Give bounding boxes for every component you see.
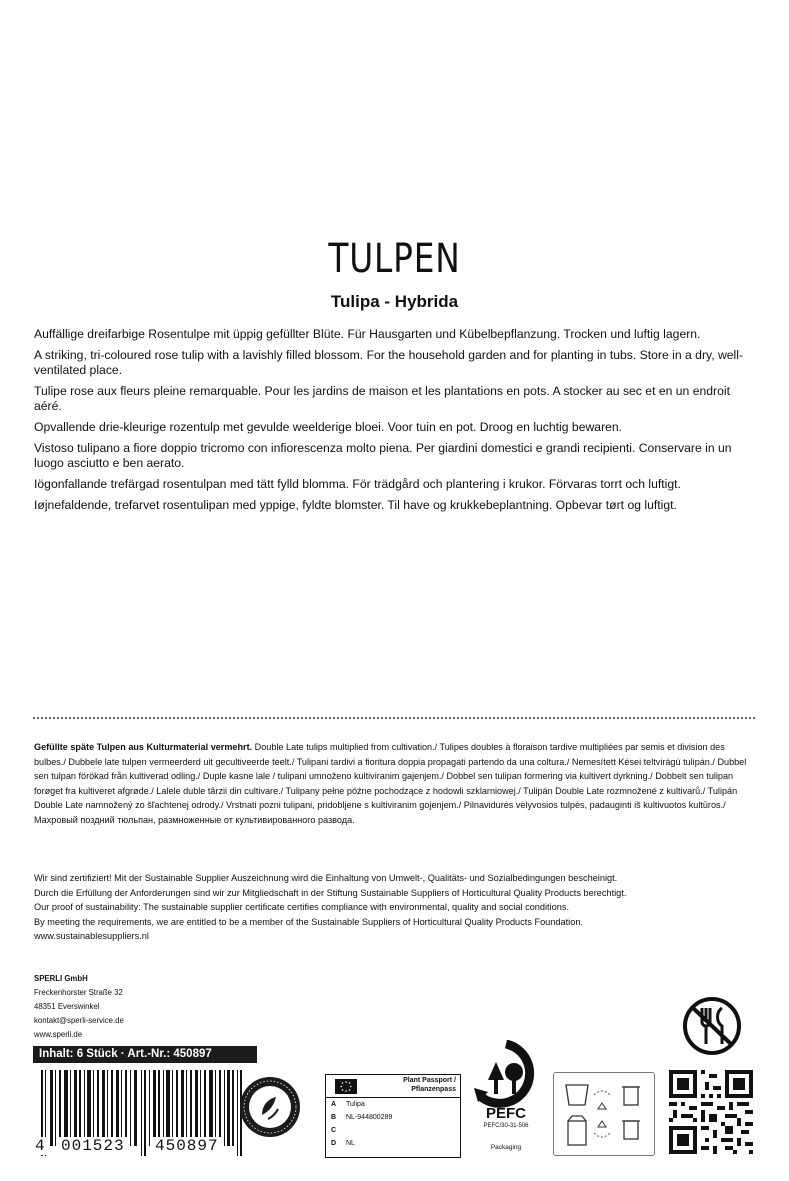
row-key: A [331, 1101, 337, 1108]
not-for-consumption-icon [680, 994, 744, 1058]
certification-url[interactable]: www.sustainablesuppliers.nl [34, 931, 149, 942]
cultivation-note-text: Double Late tulips multiplied from cultivation./ Tulipes doubles à floraison tardive multipliées par semis et division des bulbes./ Dubbele late tulpen vermeerderd uit gecultiveerde teelt./ Tulipani tardivi a fioritura doppia propagati partendo da una coltura./ Nemesített Kései teltvirágú tulipán./ Dubbel sen tulpan förökad från kultiverad odling./ Duple kasne lale / tulipani umnoženo kultiviranim gajenjem./ Dobbel sen tulipan formering via kultivert dyrkning./ Dobbelt sen tulipan forøget fra kultiveret afgrøde./ Lalele duble târzii din cultivare./ Tulipany pełne późne pochodzące z hodowli szklarniowej./ Tulipán Double Late rozmnožené z kultivarů./ Tulipán Double Late namnožený zo šľachtenej odrody./ Vrstnati pozni tulipani, pridobljene s kultiviranim gojenjem./ Pilnavidurės vėlyvosios tulpės, padauginti iš kultivuotos kultūros./ Махровый поздний тюльпан, размноженные от культивированного развода. [34, 742, 747, 825]
recycling-instructions-icon [553, 1072, 655, 1156]
plant-passport-row [331, 1139, 355, 1148]
content-article-bar: Inhalt: 6 Stück · Art.-Nr.: 450897 [33, 1046, 257, 1063]
certification-line: Durch die Erfüllung der Anforderungen sind wir zur Mitgliedschaft in der Stiftung Sustainable Suppliers of Horticultural Quality Products berechtigt. [34, 887, 627, 898]
certification-line: Our proof of sustainability: The sustainable supplier certificate certifies compliance with environmental, quality and social conditions. [34, 902, 570, 913]
product-title: TULPEN [328, 236, 461, 282]
eu-flag-icon [335, 1079, 357, 1094]
cultivation-note-bold: Gefüllte späte Tulpen aus Kulturmaterial vermehrt. [34, 742, 253, 752]
pefc-label: PEFC [485, 1105, 527, 1122]
row-key: B [331, 1114, 337, 1121]
description-de: Auffällige dreifarbige Rosentulpe mit üppig gefüllter Blüte. Für Hausgarten und Kübelbepflanzung. Trocken und luftig lagern. [34, 327, 701, 341]
plant-passport-title-line2: Pflanzenpass [411, 1085, 456, 1093]
plant-passport-row [331, 1100, 365, 1109]
cultivation-note [34, 740, 754, 828]
company-name: SPERLI GmbH [34, 974, 88, 983]
company-website[interactable]: www.sperli.de [34, 1030, 83, 1039]
plant-passport [325, 1074, 461, 1158]
row-value: Tulipa [346, 1101, 365, 1108]
sustainable-suppliers-seal-icon [238, 1075, 302, 1139]
company-email[interactable]: kontakt@sperli-service.de [34, 1016, 124, 1025]
description-sv: Iögonfallande trefärgad rosentulpan med tätt fylld blomma. För trädgård och plantering i krukor. Förvaras torrt och luftigt. [34, 477, 681, 491]
certification-line: By meeting the requirements, we are entitled to be a member of the Sustainable Suppliers of Horticultural Quality Products Foundation. [34, 916, 583, 927]
company-address [34, 972, 234, 1042]
plant-passport-header [326, 1075, 460, 1098]
pefc-code: PEFC/30-31-506 [483, 1123, 529, 1129]
qr-code-icon [669, 1070, 753, 1154]
packaging-label: Packaging [490, 1144, 522, 1151]
company-city: 48351 Everswinkel [34, 1002, 100, 1011]
row-value: NL-944800289 [346, 1114, 393, 1121]
row-key: D [331, 1140, 337, 1147]
barcode-digits-right: 450897 [155, 1137, 219, 1155]
certification-block [34, 871, 764, 944]
plant-passport-row [331, 1113, 392, 1122]
description-da: Iøjnefaldende, trefarvet rosentulipan med yppige, fyldte blomster. Til have og krukkebeplantning. Opbevar tørt og luftigt. [34, 498, 677, 512]
plant-passport-row [331, 1126, 346, 1135]
plant-passport-title-line1: Plant Passport / [403, 1077, 456, 1084]
description-en: A striking, tri-coloured rose tulip with a lavishly filled blossom. For the household garden and for planting in tubs. Store in a dry, well-ventilated place. [34, 348, 744, 377]
barcode-digits-left: 001523 [61, 1137, 125, 1155]
dotted-divider [33, 717, 755, 719]
company-street: Freckenhorster Straße 32 [34, 988, 123, 997]
row-value: NL [346, 1140, 355, 1147]
description-fr: Tulipe rose aux fleurs pleine remarquable. Pour les jardins de maison et les plantations en pots. A stocker au sec et en un endroit aéré. [34, 384, 730, 413]
description-nl: Opvallende drie-kleurige rozentulp met gevulde weelderige bloei. Voor tuin en pot. Droog en luchtig bewaren. [34, 420, 623, 434]
pefc-logo-icon [470, 1040, 542, 1160]
plant-passport-title [403, 1077, 456, 1094]
description-block [34, 327, 754, 519]
barcode-digit-first: 4 [35, 1137, 46, 1155]
recycling-diagram [554, 1073, 654, 1155]
certification-line: Wir sind zertifiziert! Mit der Sustainable Supplier Auszeichnung wird die Einhaltung von Umwelt-, Qualitäts- und Sozialbedingungen bescheinigt. [34, 873, 618, 883]
botanical-name: Tulipa - Hybrida [330, 292, 459, 311]
row-key: C [331, 1127, 337, 1134]
description-it: Vistoso tulipano a fiore doppio tricromo con infiorescenza molto piena. Per giardini domestici e grandi recipienti. Conservare in un luogo asciutto e ben aerato. [34, 441, 732, 470]
